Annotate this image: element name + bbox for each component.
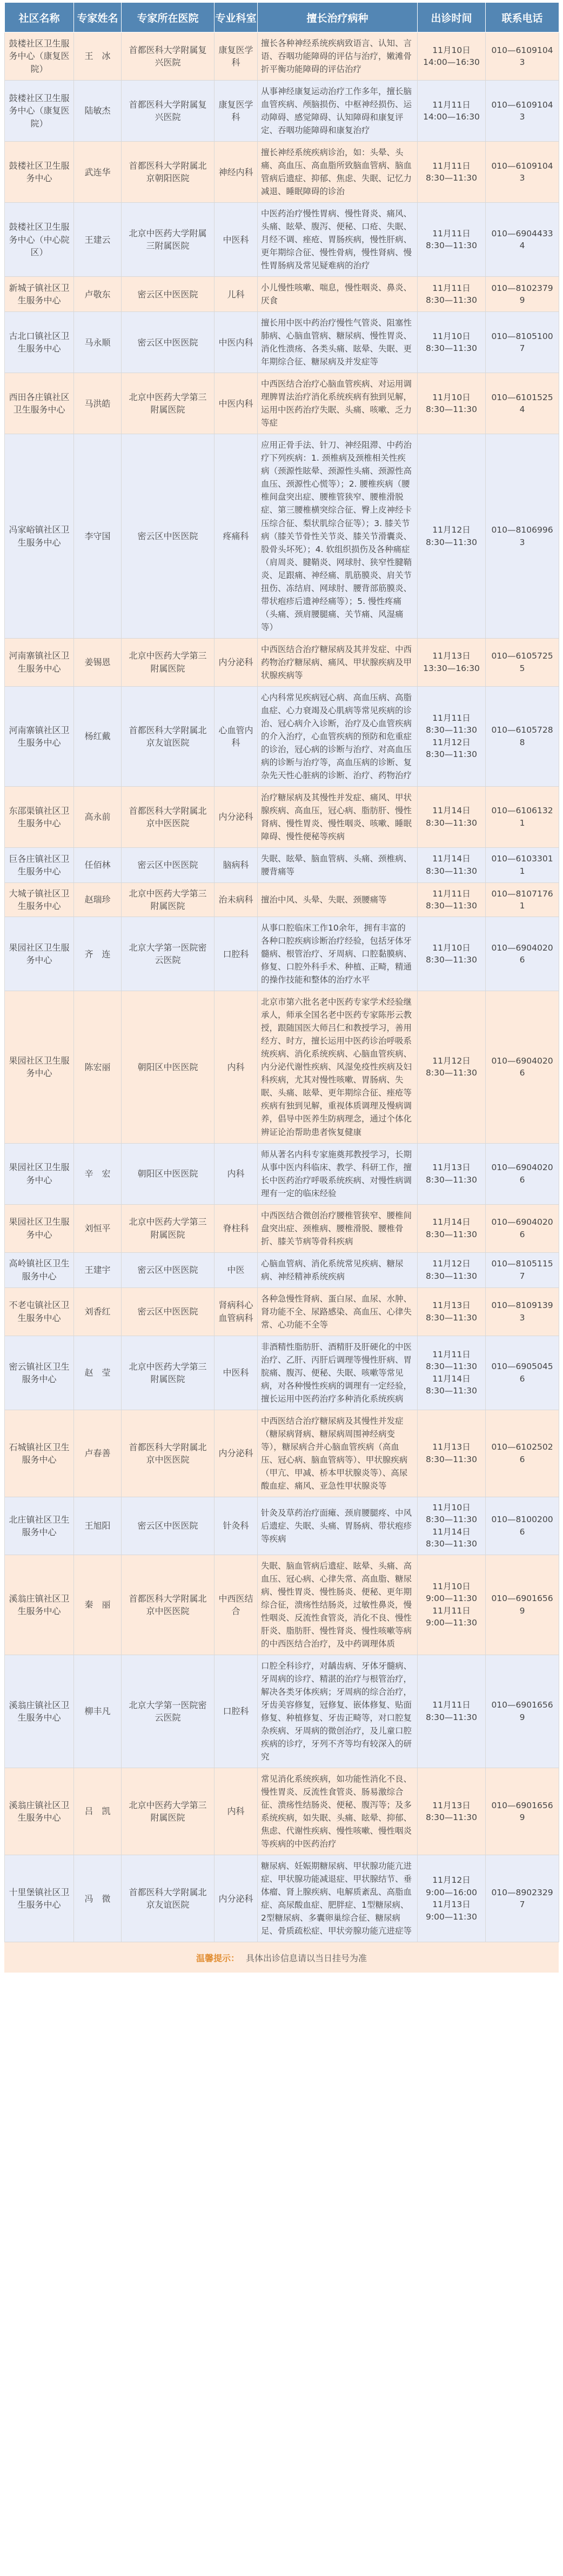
community-cell: 十里堡镇社区卫生服务中心 [5, 1855, 74, 1942]
table-row [5, 1655, 559, 1768]
hospital-cell: 北京大学第一医院密云医院 [122, 1655, 215, 1768]
specialty-cell: 非酒精性脂肪肝、酒精肝及肝硬化的中医治疗、乙肝、丙肝后调理等慢性肝病、胃脘痛、腹泻、便秘、失眠、咳嗽等常见病，对各种慢性疾病的调理有一定经验，擅长运用中医药治疗多种消化系统疾病 [258, 1336, 418, 1410]
specialty-cell: 常见消化系统疾病，如功能性消化不良、慢性胃炎、反流性食管炎、肠易激综合征、溃疡性结肠炎、便秘、腹泻等；及多系统疾病，如失眠、头痛、眩晕、抑郁、焦虑、代谢性疾病、慢性咳嗽、慢性咽炎等疾病的中医药治疗 [258, 1768, 418, 1855]
hospital-cell: 首都医科大学附属北京友谊医院 [122, 686, 215, 786]
clinic-time-cell: 11月14日 8:30—11:30 [418, 847, 486, 882]
hospital-cell: 北京中医药大学第三附属医院 [122, 373, 215, 434]
table-row [5, 638, 559, 686]
phone-cell: 010—69016569 [486, 1555, 559, 1655]
hospital-cell: 北京中医药大学第三附属医院 [122, 638, 215, 686]
hospital-cell: 密云区中医医院 [122, 277, 215, 312]
table-row [5, 277, 559, 312]
phone-cell: 010—61057255 [486, 638, 559, 686]
specialty-cell: 治疗糖尿病及其慢性并发症、痛风、甲状腺疾病、高血压，冠心病、脂肪肝、慢性肾病、慢性胃炎、慢性咽炎、咳嗽、睡眠障碍、慢性便秘等疾病 [258, 786, 418, 847]
table-row [5, 32, 559, 81]
department-cell: 内科 [215, 1143, 258, 1204]
specialty-cell: 针灸及草药治疗面瘫、颈肩腰腿疼、中风后遗症、失眠、头痛、胃肠病、带状疱疹等疾病 [258, 1497, 418, 1555]
department-cell: 内分泌科 [215, 1855, 258, 1942]
hospital-cell: 密云区中医医院 [122, 1497, 215, 1555]
expert-name-cell: 任佰林 [74, 847, 122, 882]
table-row [5, 1143, 559, 1204]
department-cell: 内分泌科 [215, 1410, 258, 1497]
specialty-cell: 师从著名内科专家施奠邦教授学习，长期从事中医内科临床、教学、科研工作，擅长中医药治疗呼吸系统疾病、对慢性病调理有一定的临床经验 [258, 1143, 418, 1204]
community-cell: 高岭镇社区卫生服务中心 [5, 1252, 74, 1287]
expert-name-cell: 马洪皓 [74, 373, 122, 434]
header-hospital: 专家所在医院 [122, 3, 215, 32]
community-cell: 新城子镇社区卫生服务中心 [5, 277, 74, 312]
table-row [5, 847, 559, 882]
phone-cell: 010—61057288 [486, 686, 559, 786]
table-row [5, 312, 559, 373]
department-cell: 内分泌科 [215, 786, 258, 847]
department-cell: 中西医结合 [215, 1555, 258, 1655]
department-cell: 内分泌科 [215, 638, 258, 686]
table-row [5, 1252, 559, 1287]
department-cell: 心血管内科 [215, 686, 258, 786]
phone-cell: 010—81091393 [486, 1287, 559, 1336]
expert-name-cell: 马永顺 [74, 312, 122, 373]
department-cell: 神经内科 [215, 142, 258, 203]
table-row [5, 686, 559, 786]
hospital-cell: 密云区中医医院 [122, 434, 215, 638]
community-cell: 鼓楼社区卫生服务中心（中心院区） [5, 203, 74, 277]
expert-schedule-table [4, 2, 559, 1942]
community-cell: 河南寨镇社区卫生服务中心 [5, 638, 74, 686]
community-cell: 冯家峪镇社区卫生服务中心 [5, 434, 74, 638]
footer-text: 具体出诊信息请以当日挂号为准 [246, 1953, 367, 1963]
hospital-cell: 北京中医药大学附属三附属医院 [122, 203, 215, 277]
clinic-time-cell: 11月11日 8:30—11:30 11月12日 8:30—11:30 [418, 686, 486, 786]
department-cell: 脊柱科 [215, 1204, 258, 1252]
department-cell: 内科 [215, 1768, 258, 1855]
department-cell: 中医科 [215, 1336, 258, 1410]
expert-name-cell: 齐 连 [74, 917, 122, 991]
clinic-time-cell: 11月12日 9:00—16:00 11月13日 9:00—11:30 [418, 1855, 486, 1942]
specialty-cell: 擅长神经系统疾病诊治，如：头晕、头痛、高血压、高血脂所致脑血管病、脑血管病后遗症、抑郁、焦虑、失眠、记忆力减退、睡眠障碍的诊治 [258, 142, 418, 203]
department-cell: 口腔科 [215, 1655, 258, 1768]
hospital-cell: 朝阳区中医医院 [122, 1143, 215, 1204]
specialty-cell: 心内科常见疾病冠心病、高血压病、高脂血症、心力衰竭及心肌病等常见疾病的诊治、冠心病介入诊断，治疗及心血管疾病的介入治疗，心血管疾病的预防和危重症的诊治，冠心病的诊断与治疗、对高血压病的诊断与治疗等，高血压病的诊断、复杂先天性心脏病的诊断、治疗、药物治疗 [258, 686, 418, 786]
clinic-time-cell: 11月14日 8:30—11:30 [418, 786, 486, 847]
clinic-time-cell: 11月11日 14:00—16:30 [418, 81, 486, 142]
community-cell: 东邵渠镇社区卫生服务中心 [5, 786, 74, 847]
clinic-time-cell: 11月13日 8:30—11:30 [418, 1143, 486, 1204]
expert-name-cell: 卢春善 [74, 1410, 122, 1497]
community-cell: 北庄镇社区卫生服务中心 [5, 1497, 74, 1555]
department-cell: 疼痛科 [215, 434, 258, 638]
specialty-cell: 擅长用中医中药治疗慢性气管炎、阻塞性肺病、心脑血管病、糖尿病、慢性胃炎、消化性溃疡、各类头痛、眩晕、失眠、更年期综合征、糖尿病及并发症等 [258, 312, 418, 373]
phone-cell: 010—69040206 [486, 1143, 559, 1204]
specialty-cell: 心脑血管病、消化系统常见疾病、糖尿病、神经精神系统疾病 [258, 1252, 418, 1287]
expert-name-cell: 辛 宏 [74, 1143, 122, 1204]
department-cell: 内科 [215, 991, 258, 1143]
phone-cell: 010—61033011 [486, 847, 559, 882]
table-row [5, 882, 559, 917]
department-cell: 肾病科心血管病科 [215, 1287, 258, 1336]
expert-name-cell: 王建云 [74, 203, 122, 277]
expert-name-cell: 杨红戴 [74, 686, 122, 786]
table-row [5, 1204, 559, 1252]
clinic-time-cell: 11月11日 8:30—11:30 [418, 882, 486, 917]
footer-label: 温馨提示： [196, 1953, 239, 1963]
clinic-time-cell: 11月10日 14:00—16:30 [418, 32, 486, 81]
phone-cell: 010—69050456 [486, 1336, 559, 1410]
community-cell: 溪翁庄镇社区卫生服务中心 [5, 1768, 74, 1855]
hospital-cell: 首都医科大学附属北京友谊医院 [122, 1855, 215, 1942]
clinic-time-cell: 11月13日 8:30—11:30 [418, 1410, 486, 1497]
phone-cell: 010—61091043 [486, 81, 559, 142]
phone-cell: 010—81023799 [486, 277, 559, 312]
specialty-cell: 各种急慢性肾病、蛋白尿、血尿、水肿、肾功能不全、尿路感染、高血压、心律失常、心功能不全等 [258, 1287, 418, 1336]
clinic-time-cell: 11月12日 8:30—11:30 [418, 1252, 486, 1287]
phone-cell: 010—61091043 [486, 142, 559, 203]
clinic-time-cell: 11月14日 8:30—11:30 [418, 1204, 486, 1252]
header-specialty: 擅长治疗病种 [258, 3, 418, 32]
footer-notice [4, 1942, 559, 1973]
hospital-cell: 密云区中医医院 [122, 847, 215, 882]
clinic-time-cell: 11月11日 8:30—11:30 [418, 142, 486, 203]
phone-cell: 010—61025026 [486, 1410, 559, 1497]
table-body [5, 32, 559, 1942]
hospital-cell: 北京中医药大学第三附属医院 [122, 1204, 215, 1252]
expert-name-cell: 刘香红 [74, 1287, 122, 1336]
table-row [5, 142, 559, 203]
phone-cell: 010—69040206 [486, 1204, 559, 1252]
hospital-cell: 密云区中医医院 [122, 1252, 215, 1287]
department-cell: 儿科 [215, 277, 258, 312]
specialty-cell: 糖尿病、妊娠期糖尿病、甲状腺功能亢进症、甲状腺功能减退症、甲状腺结节、垂体瘤、肾上腺疾病、电解质紊乱、高脂血症、高尿酸血症、肥胖症、1型糖尿病、2型糖尿病、多囊卵巢综合征、糖尿病足、骨质疏松症、甲状旁腺功能亢进症等 [258, 1855, 418, 1942]
phone-cell: 010—69016569 [486, 1655, 559, 1768]
table-row [5, 917, 559, 991]
specialty-cell: 失眠、眩晕、脑血管病、头痛、颈椎病、腰背痛等 [258, 847, 418, 882]
phone-cell: 010—81051157 [486, 1252, 559, 1287]
expert-name-cell: 陈宏丽 [74, 991, 122, 1143]
department-cell: 中医科 [215, 203, 258, 277]
department-cell: 脑病科 [215, 847, 258, 882]
department-cell: 针灸科 [215, 1497, 258, 1555]
department-cell: 治未病科 [215, 882, 258, 917]
expert-name-cell: 吕 凯 [74, 1768, 122, 1855]
community-cell: 溪翁庄镇社区卫生服务中心 [5, 1555, 74, 1655]
expert-name-cell: 王建宇 [74, 1252, 122, 1287]
specialty-cell: 北京市第六批名老中医药专家学术经验继承人，师承全国名老中医药专家陈彤云教授，跟随国医大师吕仁和教授学习，善用经方、时方，擅长运用中医药诊治呼吸系统疾病、消化系统疾病、心脑血管疾病、内分泌代谢性疾病、风湿免疫性疾病及妇科疾病，尤其对慢性咳嗽、胃肠病、失眠、头痛、眩晕、更年期综合征、痤疮等疾病有独到见解，重视体质调理及慢病调养，倡导中医养生防病理念，通过个体化辨证论治帮助患者恢复健康 [258, 991, 418, 1143]
table-row [5, 81, 559, 142]
community-cell: 不老屯镇社区卫生服务中心 [5, 1287, 74, 1336]
hospital-cell: 首都医科大学附属复兴医院 [122, 81, 215, 142]
hospital-cell: 密云区中医医院 [122, 312, 215, 373]
clinic-time-cell: 11月10日 8:30—11:30 [418, 373, 486, 434]
expert-name-cell: 赵 莹 [74, 1336, 122, 1410]
specialty-cell: 小儿慢性咳嗽、喘息，慢性咽炎、鼻炎、厌食 [258, 277, 418, 312]
community-cell: 河南寨镇社区卫生服务中心 [5, 686, 74, 786]
table-row [5, 1287, 559, 1336]
hospital-cell: 北京中医药大学第三附属医院 [122, 1336, 215, 1410]
hospital-cell: 朝阳区中医医院 [122, 991, 215, 1143]
community-cell: 巨各庄镇社区卫生服务中心 [5, 847, 74, 882]
expert-name-cell: 赵瑞珍 [74, 882, 122, 917]
clinic-time-cell: 11月11日 8:30—11:30 [418, 277, 486, 312]
community-cell: 鼓楼社区卫生服务中心（康复医院） [5, 81, 74, 142]
hospital-cell: 密云区中医医院 [122, 1287, 215, 1336]
clinic-time-cell: 11月13日 8:30—11:30 [418, 1287, 486, 1336]
expert-name-cell: 刘恒平 [74, 1204, 122, 1252]
clinic-time-cell: 11月10日 8:30—11:30 11月14日 8:30—11:30 [418, 1497, 486, 1555]
specialty-cell: 擅长各种神经系统疾病致语言、认知、言语、吞咽功能障碍的评估与治疗，嫩滩骨折平衡功能障碍的评估治疗 [258, 32, 418, 81]
table-row [5, 1555, 559, 1655]
clinic-time-cell: 11月11日 8:30—11:30 11月14日 8:30—11:30 [418, 1336, 486, 1410]
expert-name-cell: 冯 微 [74, 1855, 122, 1942]
table-row [5, 373, 559, 434]
department-cell: 康复医学科 [215, 32, 258, 81]
phone-cell: 010—61091043 [486, 32, 559, 81]
hospital-cell: 北京大学第一医院密云医院 [122, 917, 215, 991]
table-row [5, 786, 559, 847]
expert-name-cell: 卢敬东 [74, 277, 122, 312]
header-phone: 联系电话 [486, 3, 559, 32]
expert-name-cell: 秦 丽 [74, 1555, 122, 1655]
expert-name-cell: 王 冰 [74, 32, 122, 81]
table-row [5, 1855, 559, 1942]
specialty-cell: 口腔全科诊疗，对龋齿病、牙体牙髓病、牙周病的诊疗、精湛的治疗与根管治疗，解决各类牙体疾病；牙周病的综合治疗，牙齿美容修复，冠修复、嵌体修复、贴面修复、种植修复、牙齿正畸等，对口腔复杂疾病、牙周病的微创治疗，及儿童口腔疾病的诊疗，牙列不齐等均有较深入的研究 [258, 1655, 418, 1768]
expert-name-cell: 柳丰凡 [74, 1655, 122, 1768]
table-row [5, 434, 559, 638]
table-row [5, 1768, 559, 1855]
community-cell: 果园社区卫生服务中心 [5, 991, 74, 1143]
hospital-cell: 首都医科大学附属复兴医院 [122, 32, 215, 81]
clinic-time-cell: 11月12日 8:30—11:30 [418, 991, 486, 1143]
specialty-cell: 中西医结合治疗糖尿病及其慢性并发症（糖尿病肾病、糖尿病周围神经病变等），糖尿病合并心脑血管疾病（高血压、冠心病、脑血管病等）、甲状腺疾病（甲亢、甲减、桥本甲状腺炎等）、高尿酸血症、痛风、亚急性甲状腺炎等 [258, 1410, 418, 1497]
hospital-cell: 首都医科大学附属北京中医医院 [122, 1555, 215, 1655]
department-cell: 口腔科 [215, 917, 258, 991]
header-time: 出诊时间 [418, 3, 486, 32]
expert-name-cell: 武连华 [74, 142, 122, 203]
hospital-cell: 北京中医药大学第三附属医院 [122, 882, 215, 917]
expert-name-cell: 高永前 [74, 786, 122, 847]
phone-cell: 010—61061321 [486, 786, 559, 847]
community-cell: 大城子镇社区卫生服务中心 [5, 882, 74, 917]
community-cell: 鼓楼社区卫生服务中心 [5, 142, 74, 203]
community-cell: 溪翁庄镇社区卫生服务中心 [5, 1655, 74, 1768]
clinic-time-cell: 11月10日 8:30—11:30 [418, 917, 486, 991]
community-cell: 密云镇社区卫生服务中心 [5, 1336, 74, 1410]
specialty-cell: 中西医结合治疗心脑血管疾病、对运用调理脾胃法治疗消化系统疾病有独到见解，运用中医药治疗失眠、头痛、咳嗽、乏力等症 [258, 373, 418, 434]
community-cell: 石城镇社区卫生服务中心 [5, 1410, 74, 1497]
hospital-cell: 首都医科大学附属北京中医医院 [122, 786, 215, 847]
table-row [5, 1497, 559, 1555]
clinic-time-cell: 11月12日 8:30—11:30 [418, 434, 486, 638]
phone-cell: 010—81071761 [486, 882, 559, 917]
specialty-cell: 失眠、脑血管病后遗症、眩晕、头痛、高血压、冠心病、心律失常、高血脂、糖尿病、慢性胃炎、慢性肠炎、便秘、更年期综合征，溃疡性结肠炎，过敏性鼻炎，慢性咽炎、反流性食管炎，消化不良、慢性肝炎、脂肪肝、慢性肾炎、慢性咳嗽等病的中西医结合治疗，及中药调理体质 [258, 1555, 418, 1655]
specialty-cell: 从事神经康复运动治疗工作多年，擅长脑血管疾病、颅脑损伤、中枢神经损伤、运动障碍、感觉障碍、认知障碍和康复评定、吞咽功能障碍和康复治疗 [258, 81, 418, 142]
expert-name-cell: 姜锡恩 [74, 638, 122, 686]
community-cell: 果园社区卫生服务中心 [5, 1143, 74, 1204]
hospital-cell: 首都医科大学附属北京中医医院 [122, 1410, 215, 1497]
phone-cell: 010—69044334 [486, 203, 559, 277]
hospital-cell: 首都医科大学附属北京朝阳医院 [122, 142, 215, 203]
department-cell: 康复医学科 [215, 81, 258, 142]
department-cell: 中医 [215, 1252, 258, 1287]
community-cell: 果园社区卫生服务中心 [5, 917, 74, 991]
phone-cell: 010—69016569 [486, 1768, 559, 1855]
header-expert: 专家姓名 [74, 3, 122, 32]
specialty-cell: 中医药治疗慢性胃病、慢性肾炎、痛风、头痛、眩晕、腹泻、便秘、口疮、失眠、月经不调、痤疮、胃肠疾病，慢性肝病、更年期综合征、慢性骨病，慢性肾病、慢性胃肠病及常见疑难病的治疗 [258, 203, 418, 277]
specialty-cell: 中西医结合微创治疗腰椎管狭窄、腰椎间盘突出症、颈椎病、腰椎滑脱、腰椎骨折、膝关节病等骨科疾病 [258, 1204, 418, 1252]
specialty-cell: 中西医结合治疗糖尿病及其并发症、中西药物治疗糖尿病、痛风、甲状腺疾病及甲状腺疾病等 [258, 638, 418, 686]
department-cell: 中医内科 [215, 373, 258, 434]
table-row [5, 1336, 559, 1410]
clinic-time-cell: 11月10日 8:30—11:30 [418, 312, 486, 373]
header-community: 社区名称 [5, 3, 74, 32]
department-cell: 中医内科 [215, 312, 258, 373]
expert-name-cell: 王旭阳 [74, 1497, 122, 1555]
phone-cell: 010—81069963 [486, 434, 559, 638]
table-row [5, 1410, 559, 1497]
phone-cell: 010—81002006 [486, 1497, 559, 1555]
specialty-cell: 应用正骨手法、针刀、神经阻滞、中药治疗下列疾病：1. 颈椎病及颈椎相关性疾病（颈源性眩晕、颈源性头痛、颈源性高血压、颈源性心慌等）；2. 腰椎疾病（腰椎间盘突出症、腰椎管狭窄、腰椎滑脱症、第三腰椎横突综合征、臀上皮神经卡压综合征、梨状肌综合征等）；3. 膝关节病（膝关节骨性关节炎、膝关节滑囊炎、股骨头坏死）；4. 软组织损伤及各种痛症（肩周炎、腱鞘炎、网球肘、狭窄性腱鞘炎、足跟痛、神经痛、肌筋膜炎、肩关节扭伤、冻结肩、网球肘、腰背部筋膜炎、带状疱疹后遗神经痛等）；5. 慢性疼痛（头痛、颈肩腰腿痛、关节痛、风湿痛等） [258, 434, 418, 638]
community-cell: 古北口镇社区卫生服务中心 [5, 312, 74, 373]
specialty-cell: 擅治中风、头晕、失眠、颈腰痛等 [258, 882, 418, 917]
table-row [5, 991, 559, 1143]
clinic-time-cell: 11月13日 13:30—16:30 [418, 638, 486, 686]
phone-cell: 010—69040206 [486, 991, 559, 1143]
community-cell: 果园社区卫生服务中心 [5, 1204, 74, 1252]
clinic-time-cell: 11月10日 9:00—11:30 11月11日 9:00—11:30 [418, 1555, 486, 1655]
specialty-cell: 从事口腔临床工作10余年，拥有丰富的各种口腔疾病诊断治疗经验，包括牙体牙髓病、根管治疗、牙周病、口腔黏膜病、修复、口腔外科手术、种植、正畸，精通的操作技能和整体的治疗水平 [258, 917, 418, 991]
expert-name-cell: 李守国 [74, 434, 122, 638]
phone-cell: 010—81051007 [486, 312, 559, 373]
phone-cell: 010—69040206 [486, 917, 559, 991]
community-cell: 西田各庄镇社区卫生服务中心 [5, 373, 74, 434]
expert-name-cell: 陆敏杰 [74, 81, 122, 142]
header-dept: 专业科室 [215, 3, 258, 32]
hospital-cell: 北京中医药大学第三附属医院 [122, 1768, 215, 1855]
table-header [5, 3, 559, 32]
table-row [5, 203, 559, 277]
clinic-time-cell: 11月13日 8:30—11:30 [418, 1768, 486, 1855]
clinic-time-cell: 11月11日 8:30—11:30 [418, 1655, 486, 1768]
phone-cell: 010—89023297 [486, 1855, 559, 1942]
clinic-time-cell: 11月11日 8:30—11:30 [418, 203, 486, 277]
community-cell: 鼓楼社区卫生服务中心（康复医院） [5, 32, 74, 81]
phone-cell: 010—61015254 [486, 373, 559, 434]
